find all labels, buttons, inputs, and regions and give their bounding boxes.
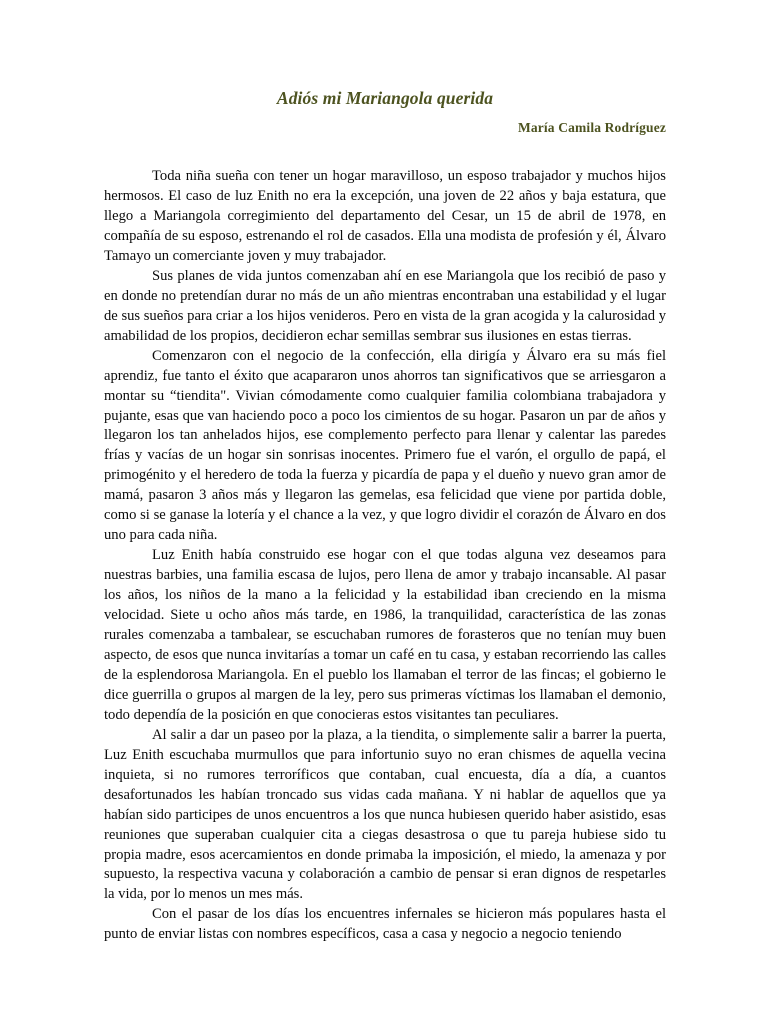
paragraph: Comenzaron con el negocio de la confección, ella dirigía y Álvaro era su más fiel aprendiz, fue tanto el éxito que acapararon unos ahorros tan significativos que se arriesgaron a montar su “tiendita". Vivian cómodamente como cualquier familia colombiana trabajadora y pujante, esas que van haciendo poco a poco los cimientos de su hogar. Pasaron un par de años y llegaron los tan anhelados hijos, ese complemento perfecto para llenar y calentar las paredes frías y vacías de un hogar sin sonrisas inocentes. Primero fue el varón, el orgullo de papá, el primogénito y el heredero de toda la fuerza y picardía de papa y el dueño y nuevo gran amor de mamá, pasaron 3 años más y llegaron las gemelas, esa felicidad que viene por partida doble, como si se ganase la lotería y el chance a la vez, y que logro dividir el corazón de Álvaro en dos uno para cada niña. <box>104 347 666 544</box>
paragraph: Luz Enith había construido ese hogar con el que todas alguna vez deseamos para nuestras barbies, una familia escasa de lujos, pero llena de amor y trabajo incansable. Al pasar los años, los niños de la mano a la felicidad y la estabilidad iban creciendo en la misma velocidad. Siete u ocho años más tarde, en 1986, la tranquilidad, característica de las zonas rurales comenzaba a tambalear, se escuchaban rumores de forasteros que no tenían muy buen aspecto, de esos que nunca invitarías a tomar un café en tu casa, y estaban recorriendo las calles de la esplendorosa Mariangola. En el pueblo los llamaban el terror de las fincas; el gobierno le dice guerrilla o grupos al margen de la ley, pero sus primeras víctimas los llamaban el demonio, todo dependía de la posición en que conocieras estos visitantes tan peculiares. <box>104 547 666 723</box>
paragraph: Sus planes de vida juntos comenzaban ahí en ese Mariangola que los recibió de paso y en donde no pretendían durar no más de un año mientras encontraban una estabilidad y el lugar de sus sueños para criar a los hijos venideros. Pero en vista de la gran acogida y la calurosidad y amabilidad de los propios, decidieron echar semillas sembrar sus ilusiones en estas tierras. <box>104 267 666 344</box>
body-text <box>104 167 666 945</box>
paragraph: Toda niña sueña con tener un hogar maravilloso, un esposo trabajador y muchos hijos hermosos. El caso de luz Enith no era la excepción, una joven de 22 años y baja estatura, que llego a Mariangola corregimiento del departamento del Cesar, un 15 de abril de 1978, en compañía de su esposo, estrenando el rol de casados. Ella una modista de profesión y él, Álvaro Tamayo un comerciante joven y muy trabajador. <box>104 168 666 264</box>
document-content <box>104 88 666 945</box>
paragraph: Con el pasar de los días los encuentres infernales se hicieron más populares hasta el punto de enviar listas con nombres específicos, casa a casa y negocio a negocio teniendo <box>104 906 666 943</box>
page-title: Adiós mi Mariangola querida <box>276 88 494 108</box>
paragraph: Al salir a dar un paseo por la plaza, a la tiendita, o simplemente salir a barrer la puerta, Luz Enith escuchaba murmullos que para infortunio suyo no eran chismes de aquella vecina inquieta, si no rumores terroríficos que contaban, cual encuesta, día a día, a cuantos desafortunados les habían troncado sus vidas cada mañana. Y ni hablar de aquellos que ya habían sido participes de unos encuentros a los que nunca hubiesen querido haber asistido, esas reuniones que superaban cualquier cita a ciegas desastrosa o que tu pareja hubiese sido tu propia madre, esos acercamientos en donde primaba la imposición, el miedo, la amenaza y por supuesto, la respectiva vacuna y colaboración a cambio de pensar si eran dignos de respetarles la vida, por lo menos un mes más. <box>104 726 666 903</box>
author-byline: María Camila Rodríguez <box>517 119 666 135</box>
